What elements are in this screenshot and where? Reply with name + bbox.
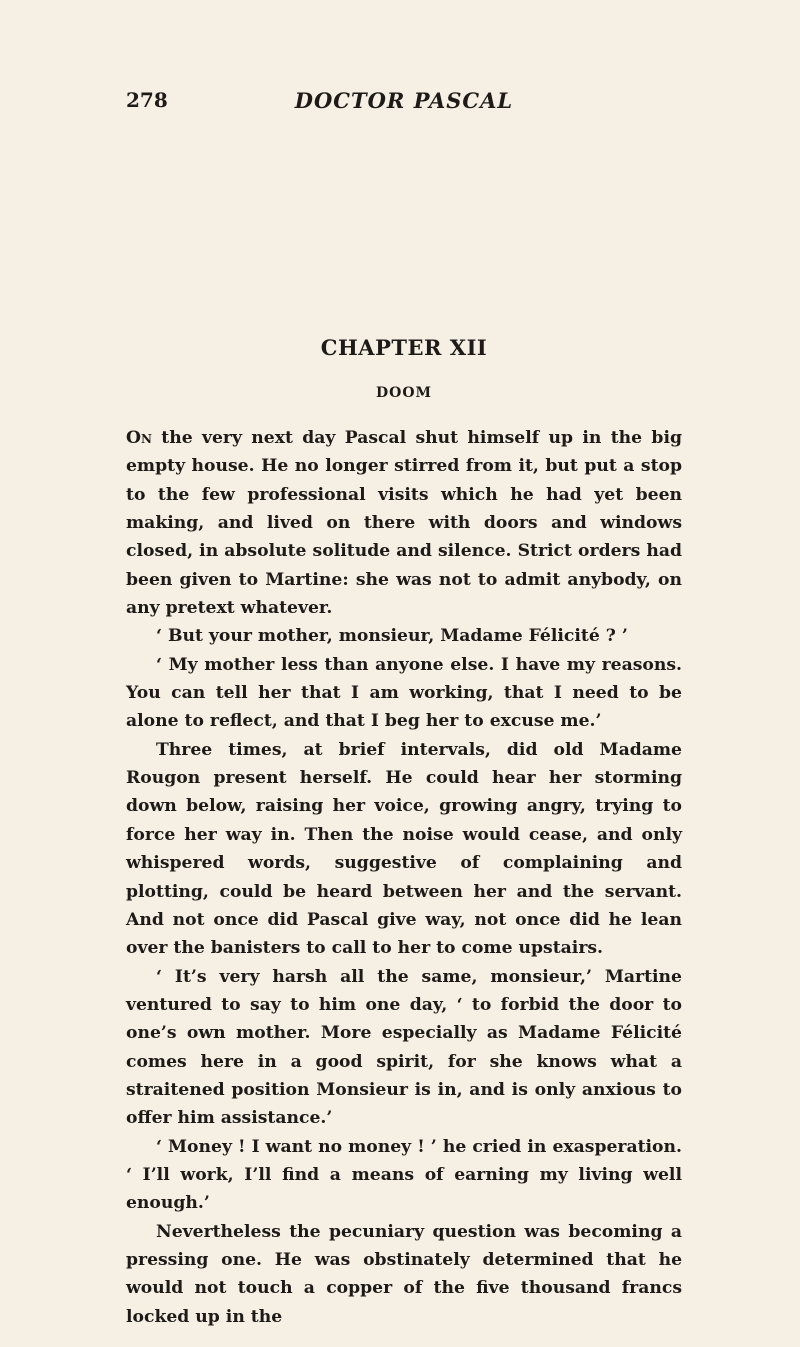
- book-title: DOCTOR PASCAL: [294, 88, 514, 113]
- paragraph: ‘ But your mother, monsieur, Madame Félicité ? ’: [156, 626, 628, 647]
- running-head: [126, 88, 682, 118]
- paragraph: ‘ It’s very harsh all the same, monsieur,’ Martine ventured to say to him one day, ‘ to forbid the door to one’s own mother. More especially as Madame Félicité comes here in a good spirit, for she knows what a straitened position Monsieur is in, and is only anxious to offer him assistance.’: [126, 966, 682, 1129]
- paragraph: ‘ Money ! I want no money ! ’ he cried in exasperation. ‘ I’ll work, I’ll find a means of earning my living well enough.’: [126, 1136, 682, 1214]
- paragraph: ‘ My mother less than anyone else. I have my reasons. You can tell her that I am working, that I need to be alone to reflect, and that I beg her to excuse me.’: [126, 654, 682, 732]
- chapter-heading: CHAPTER XII: [320, 335, 488, 360]
- body-text: [126, 424, 682, 1331]
- paragraph: Three times, at brief intervals, did old Madame Rougon present herself. He could hear her storming down below, raising her voice, growing angry, trying to force her way in. Then the noise would cease, and only whispered words, suggestive of complaining and plotting, could be heard between her and the servant. And not once did Pascal give way, not once did he lean over the banisters to call to her to come upstairs.: [126, 739, 682, 959]
- paragraph-text: the very next day Pascal shut himself up in the big empty house. He no longer stirred from it, but put a stop to the few professional visits which he had yet been making, and lived on there with doors and windows closed, in absolute solitude and silence. Strict orders had been given to Martine: she was not to admit anybody, on any pretext whatever.: [126, 428, 682, 619]
- chapter-subtitle: DOOM: [375, 385, 433, 401]
- page-number: 278: [126, 88, 168, 112]
- paragraph: Nevertheless the pecuniary question was becoming a pressing one. He was obstinately determined that he would not touch a copper of the five thousand francs locked up in the: [126, 1221, 682, 1327]
- opening-word: On: [126, 428, 152, 448]
- paragraph: [126, 424, 682, 622]
